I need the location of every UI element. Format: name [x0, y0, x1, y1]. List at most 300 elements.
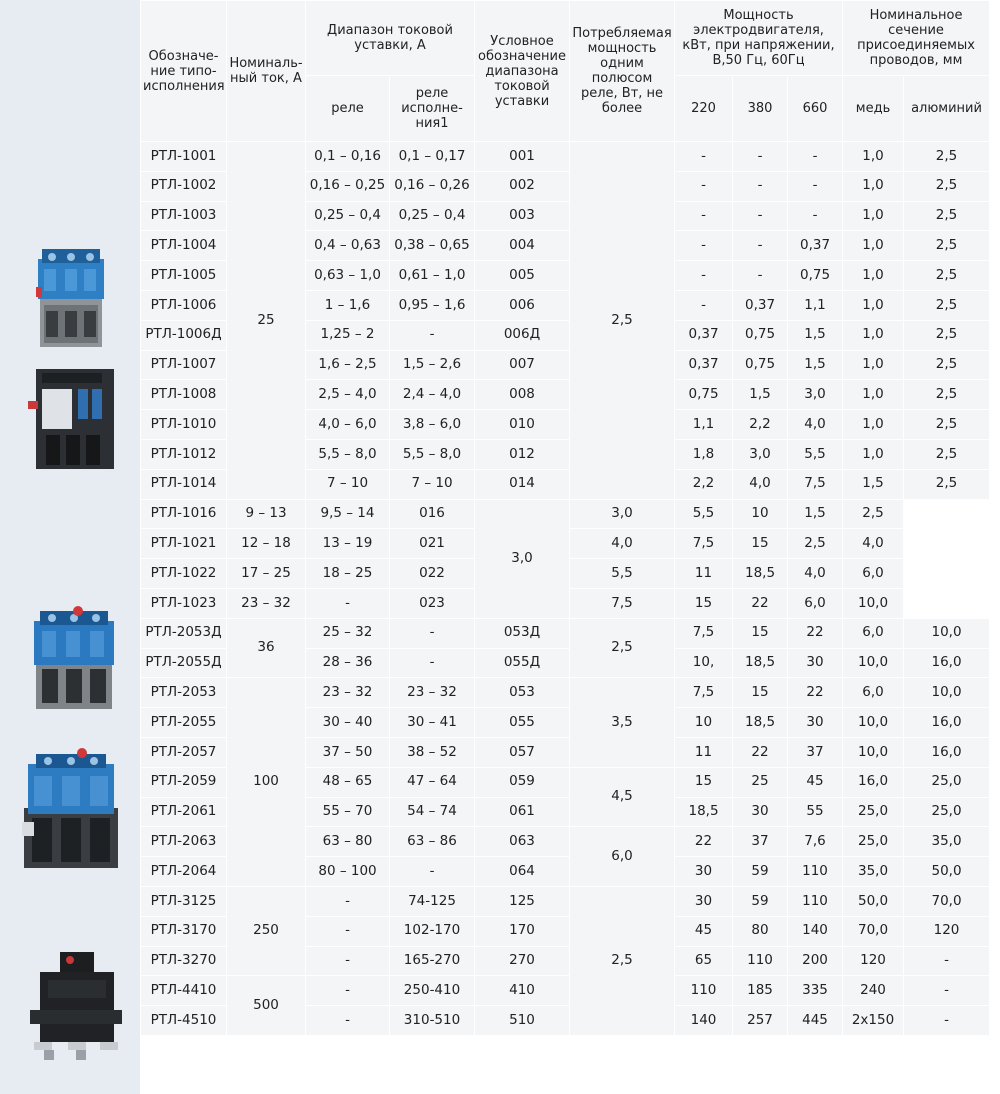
motor-power-cell: 110 — [788, 886, 843, 916]
current-range-cell: 1,5 – 2,6 — [390, 350, 475, 380]
cross-section-cell: 25,0 — [904, 797, 990, 827]
motor-power-cell: 0,37 — [675, 320, 733, 350]
cross-section-cell: 35,0 — [904, 827, 990, 857]
motor-power-cell: 200 — [788, 946, 843, 976]
type-cell: РТЛ-1006Д — [141, 320, 227, 350]
current-range-cell: 9,5 – 14 — [306, 499, 390, 529]
current-range-cell: 47 – 64 — [390, 767, 475, 797]
motor-power-cell: 59 — [733, 857, 788, 887]
relay-rtl1000-blue-photo — [32, 605, 116, 711]
cross-section-cell: 10,0 — [904, 618, 990, 648]
motor-power-cell: - — [733, 171, 788, 201]
motor-power-cell: 18,5 — [733, 708, 788, 738]
motor-power-cell: - — [675, 231, 733, 261]
current-range-cell: 37 – 50 — [306, 737, 390, 767]
cross-section-cell: - — [904, 946, 990, 976]
motor-power-cell: 1,1 — [788, 290, 843, 320]
header-range-relay: реле — [306, 76, 390, 142]
current-range-cell: 0,95 – 1,6 — [390, 290, 475, 320]
motor-power-cell: 5,5 — [570, 559, 675, 589]
cross-section-cell: 16,0 — [843, 767, 904, 797]
current-range-cell: - — [306, 916, 390, 946]
cross-section-cell: 2,5 — [904, 171, 990, 201]
header-cross-section: Номинальное сечение присоединяемых проводов, мм — [843, 1, 990, 76]
header-range-relay-ver1: реле исполне-ния1 — [390, 76, 475, 142]
type-cell: РТЛ-1022 — [141, 559, 227, 589]
current-range-cell: 0,4 – 0,63 — [306, 231, 390, 261]
cross-section-cell: 2,5 — [904, 410, 990, 440]
cross-section-cell: 2,5 — [904, 469, 990, 499]
range-code-cell: 010 — [475, 410, 570, 440]
type-cell: РТЛ-2057 — [141, 737, 227, 767]
current-range-cell: 5,5 – 8,0 — [390, 439, 475, 469]
current-range-cell: 30 – 40 — [306, 708, 390, 738]
type-cell: РТЛ-2063 — [141, 827, 227, 857]
motor-power-cell: 59 — [733, 886, 788, 916]
motor-power-cell: 1,8 — [675, 439, 733, 469]
motor-power-cell: 22 — [675, 827, 733, 857]
cross-section-cell: 240 — [843, 976, 904, 1006]
cross-section-cell: 6,0 — [843, 618, 904, 648]
motor-power-cell: 7,5 — [675, 678, 733, 708]
rated-current-cell: 36 — [227, 618, 306, 678]
current-range-cell: 30 – 41 — [390, 708, 475, 738]
motor-power-cell: 22 — [733, 588, 788, 618]
cross-section-cell: 1,0 — [843, 142, 904, 172]
motor-power-cell: 30 — [788, 648, 843, 678]
motor-power-cell: - — [788, 142, 843, 172]
current-range-cell: 63 – 80 — [306, 827, 390, 857]
range-code-cell: 170 — [475, 916, 570, 946]
current-range-cell: 13 – 19 — [306, 529, 390, 559]
motor-power-cell: 18,5 — [733, 559, 788, 589]
cross-section-cell: - — [904, 976, 990, 1006]
type-cell: РТЛ-1003 — [141, 201, 227, 231]
cross-section-cell: 2,5 — [904, 439, 990, 469]
type-cell: РТЛ-2055Д — [141, 648, 227, 678]
motor-power-cell: 11 — [675, 737, 733, 767]
current-range-cell: 4,0 – 6,0 — [306, 410, 390, 440]
motor-power-cell: 22 — [788, 618, 843, 648]
relay-rtl2000-photo — [22, 748, 120, 870]
motor-power-cell: 10 — [675, 708, 733, 738]
current-range-cell: 250-410 — [390, 976, 475, 1006]
motor-power-cell: 15 — [733, 678, 788, 708]
table-row — [141, 142, 990, 172]
cross-section-cell: 25,0 — [843, 797, 904, 827]
range-code-cell: 270 — [475, 946, 570, 976]
range-code-cell: 055 — [475, 708, 570, 738]
current-range-cell: 1,6 – 2,5 — [306, 350, 390, 380]
type-cell: РТЛ-1007 — [141, 350, 227, 380]
type-cell: РТЛ-2061 — [141, 797, 227, 827]
range-code-cell: 023 — [390, 588, 475, 618]
motor-power-cell: 185 — [733, 976, 788, 1006]
header-current-range: Диапазон токовой уставки, А — [306, 1, 475, 76]
motor-power-cell: 1,5 — [788, 320, 843, 350]
cross-section-cell: 4,0 — [788, 559, 843, 589]
motor-power-cell: 0,75 — [733, 320, 788, 350]
cross-section-cell: 1,0 — [843, 350, 904, 380]
relay-spec-table — [140, 0, 990, 1036]
range-code-cell: 007 — [475, 350, 570, 380]
cross-section-cell: 50,0 — [843, 886, 904, 916]
motor-power-cell: 22 — [733, 737, 788, 767]
current-range-cell: 0,16 – 0,25 — [306, 171, 390, 201]
header-voltage-220: 220 — [675, 76, 733, 142]
type-cell: РТЛ-1012 — [141, 439, 227, 469]
table-row — [141, 886, 990, 916]
motor-power-cell: 18,5 — [733, 648, 788, 678]
cross-section-cell: 10,0 — [904, 678, 990, 708]
current-range-cell: 0,1 – 0,16 — [306, 142, 390, 172]
motor-power-cell: 37 — [733, 827, 788, 857]
cross-section-cell: - — [904, 1006, 990, 1036]
current-range-cell: 2,4 – 4,0 — [390, 380, 475, 410]
motor-power-cell: - — [788, 201, 843, 231]
cross-section-cell: 6,0 — [843, 678, 904, 708]
product-photo-sidebar — [0, 0, 140, 1094]
motor-power-cell: 1,1 — [675, 410, 733, 440]
header-motor-power: Мощность электродвигателя, кВт, при напряжении, В,50 Гц, 60Гц — [675, 1, 843, 76]
range-code-cell: 004 — [475, 231, 570, 261]
motor-power-cell: 30 — [788, 708, 843, 738]
range-code-cell: 006Д — [475, 320, 570, 350]
motor-power-cell: 4,0 — [570, 529, 675, 559]
type-cell: РТЛ-3125 — [141, 886, 227, 916]
motor-power-cell: 7,5 — [788, 469, 843, 499]
cross-section-cell: 10,0 — [843, 588, 904, 618]
motor-power-cell: 30 — [733, 797, 788, 827]
current-range-cell: - — [390, 857, 475, 887]
cross-section-cell: 1,0 — [843, 380, 904, 410]
current-range-cell: 80 – 100 — [306, 857, 390, 887]
consumption-cell: 4,5 — [570, 767, 675, 827]
motor-power-cell: 15 — [675, 588, 733, 618]
current-range-cell: - — [306, 886, 390, 916]
motor-power-cell: 10 — [733, 499, 788, 529]
cross-section-cell: 35,0 — [843, 857, 904, 887]
current-range-cell: 28 – 36 — [306, 648, 390, 678]
motor-power-cell: 445 — [788, 1006, 843, 1036]
range-code-cell: 053 — [475, 678, 570, 708]
type-cell: РТЛ-1023 — [141, 588, 227, 618]
motor-power-cell: 110 — [675, 976, 733, 1006]
cross-section-cell: 1,0 — [843, 439, 904, 469]
type-cell: РТЛ-1016 — [141, 499, 227, 529]
motor-power-cell: 2,2 — [675, 469, 733, 499]
motor-power-cell: 4,0 — [733, 469, 788, 499]
current-range-cell: 0,16 – 0,26 — [390, 171, 475, 201]
range-code-cell: 410 — [475, 976, 570, 1006]
motor-power-cell: 80 — [733, 916, 788, 946]
motor-power-cell: 140 — [675, 1006, 733, 1036]
motor-power-cell: 0,75 — [675, 380, 733, 410]
range-code-cell: 022 — [390, 559, 475, 589]
current-range-cell: - — [306, 976, 390, 1006]
cross-section-cell: 120 — [904, 916, 990, 946]
range-code-cell: 021 — [390, 529, 475, 559]
motor-power-cell: 30 — [675, 886, 733, 916]
motor-power-cell: 110 — [733, 946, 788, 976]
current-range-cell: 0,25 – 0,4 — [390, 201, 475, 231]
cross-section-cell: 16,0 — [904, 708, 990, 738]
cross-section-cell: 70,0 — [843, 916, 904, 946]
cross-section-cell: 70,0 — [904, 886, 990, 916]
cross-section-cell: 16,0 — [904, 737, 990, 767]
rated-current-cell: 100 — [227, 678, 306, 887]
motor-power-cell: 11 — [675, 559, 733, 589]
header-voltage-380: 380 — [733, 76, 788, 142]
motor-power-cell: 3,0 — [733, 439, 788, 469]
cross-section-cell: 2,5 — [904, 231, 990, 261]
range-code-cell: 008 — [475, 380, 570, 410]
motor-power-cell: 3,0 — [788, 380, 843, 410]
current-range-cell: - — [390, 320, 475, 350]
current-range-cell: - — [306, 946, 390, 976]
motor-power-cell: 110 — [788, 857, 843, 887]
cross-section-cell: 2,5 — [904, 350, 990, 380]
range-code-cell: 001 — [475, 142, 570, 172]
motor-power-cell: 7,5 — [675, 529, 733, 559]
cross-section-cell: 25,0 — [843, 827, 904, 857]
current-range-cell: 74-125 — [390, 886, 475, 916]
motor-power-cell: 65 — [675, 946, 733, 976]
range-code-cell: 012 — [475, 439, 570, 469]
motor-power-cell: 0,37 — [733, 290, 788, 320]
cross-section-cell: 1,0 — [843, 171, 904, 201]
motor-power-cell: 0,37 — [675, 350, 733, 380]
cross-section-cell: 2,5 — [904, 290, 990, 320]
table-row — [141, 499, 990, 529]
rated-current-cell: 25 — [227, 142, 306, 500]
type-cell: РТЛ-1010 — [141, 410, 227, 440]
cross-section-cell: 4,0 — [843, 529, 904, 559]
range-code-cell: 055Д — [475, 648, 570, 678]
range-code-cell: 061 — [475, 797, 570, 827]
motor-power-cell: 22 — [788, 678, 843, 708]
range-code-cell: 057 — [475, 737, 570, 767]
type-cell: РТЛ-1005 — [141, 261, 227, 291]
range-code-cell: 003 — [475, 201, 570, 231]
cross-section-cell: 2,5 — [904, 142, 990, 172]
cross-section-cell: 2,5 — [843, 499, 904, 529]
header-consumption: Потребляемая мощность одним полюсом реле, Вт, не более — [570, 1, 675, 142]
cross-section-cell: 2,5 — [788, 529, 843, 559]
current-range-cell: 7 – 10 — [306, 469, 390, 499]
current-range-cell: 0,63 – 1,0 — [306, 261, 390, 291]
current-range-cell: 5,5 – 8,0 — [306, 439, 390, 469]
cross-section-cell: 1,0 — [843, 201, 904, 231]
current-range-cell: 1 – 1,6 — [306, 290, 390, 320]
motor-power-cell: 335 — [788, 976, 843, 1006]
cross-section-cell: 50,0 — [904, 857, 990, 887]
current-range-cell: 0,25 – 0,4 — [306, 201, 390, 231]
range-code-cell: 006 — [475, 290, 570, 320]
motor-power-cell: 15 — [733, 618, 788, 648]
current-range-cell: 102-170 — [390, 916, 475, 946]
motor-power-cell: 2,2 — [733, 410, 788, 440]
type-cell: РТЛ-4510 — [141, 1006, 227, 1036]
cross-section-cell: 6,0 — [788, 588, 843, 618]
motor-power-cell: - — [675, 142, 733, 172]
motor-power-cell: 15 — [675, 767, 733, 797]
current-range-cell: 38 – 52 — [390, 737, 475, 767]
motor-power-cell: - — [675, 290, 733, 320]
motor-power-cell: 0,75 — [788, 261, 843, 291]
header-copper: медь — [843, 76, 904, 142]
type-cell: РТЛ-2053 — [141, 678, 227, 708]
current-range-cell: 23 – 32 — [227, 588, 306, 618]
cross-section-cell: 1,5 — [843, 469, 904, 499]
type-cell: РТЛ-1004 — [141, 231, 227, 261]
consumption-cell: 3,5 — [570, 678, 675, 767]
cross-section-cell: 1,0 — [843, 261, 904, 291]
current-range-cell: 0,38 – 0,65 — [390, 231, 475, 261]
motor-power-cell: 5,5 — [675, 499, 733, 529]
rated-current-cell: 250 — [227, 886, 306, 975]
current-range-cell: 23 – 32 — [306, 678, 390, 708]
cross-section-cell: 1,0 — [843, 290, 904, 320]
motor-power-cell: 1,5 — [733, 380, 788, 410]
header-aluminium: алюминий — [904, 76, 990, 142]
current-range-cell: - — [306, 1006, 390, 1036]
motor-power-cell: - — [733, 201, 788, 231]
type-cell: РТЛ-3270 — [141, 946, 227, 976]
motor-power-cell: - — [733, 231, 788, 261]
table-body — [141, 142, 990, 1036]
consumption-cell: 3,0 — [475, 499, 570, 618]
consumption-cell: 6,0 — [570, 827, 675, 887]
motor-power-cell: 7,5 — [675, 618, 733, 648]
motor-power-cell: 45 — [675, 916, 733, 946]
cross-section-cell: 2x150 — [843, 1006, 904, 1036]
current-range-cell: 0,61 – 1,0 — [390, 261, 475, 291]
range-code-cell: 002 — [475, 171, 570, 201]
relay-rtl3000-photo — [30, 950, 122, 1062]
motor-power-cell: - — [733, 261, 788, 291]
consumption-cell: 2,5 — [570, 142, 675, 500]
current-range-cell: 7 – 10 — [390, 469, 475, 499]
motor-power-cell: 7,6 — [788, 827, 843, 857]
relay-rtl1000-photo — [36, 245, 106, 349]
current-range-cell: 54 – 74 — [390, 797, 475, 827]
current-range-cell: 9 – 13 — [227, 499, 306, 529]
cross-section-cell: 10,0 — [843, 708, 904, 738]
current-range-cell: - — [390, 648, 475, 678]
range-code-cell: 053Д — [475, 618, 570, 648]
motor-power-cell: 25 — [733, 767, 788, 797]
current-range-cell: 17 – 25 — [227, 559, 306, 589]
rated-current-cell: 500 — [227, 976, 306, 1036]
cross-section-cell: 6,0 — [843, 559, 904, 589]
cross-section-cell: 10,0 — [843, 737, 904, 767]
current-range-cell: 12 – 18 — [227, 529, 306, 559]
cross-section-cell: 1,0 — [843, 320, 904, 350]
range-code-cell: 064 — [475, 857, 570, 887]
current-range-cell: - — [306, 588, 390, 618]
motor-power-cell: 18,5 — [675, 797, 733, 827]
motor-power-cell: 45 — [788, 767, 843, 797]
type-cell: РТЛ-2053Д — [141, 618, 227, 648]
header-voltage-660: 660 — [788, 76, 843, 142]
motor-power-cell: - — [675, 201, 733, 231]
relay-rtl1000-dark-photo — [28, 365, 118, 473]
header-designation: Обозначе-ние типо-исполнения — [141, 1, 227, 142]
motor-power-cell: 140 — [788, 916, 843, 946]
type-cell: РТЛ-1014 — [141, 469, 227, 499]
motor-power-cell: 30 — [675, 857, 733, 887]
type-cell: РТЛ-1008 — [141, 380, 227, 410]
cross-section-cell: 2,5 — [904, 261, 990, 291]
current-range-cell: 1,25 – 2 — [306, 320, 390, 350]
current-range-cell: 63 – 86 — [390, 827, 475, 857]
table-row — [141, 976, 990, 1006]
range-code-cell: 059 — [475, 767, 570, 797]
motor-power-cell: 3,0 — [570, 499, 675, 529]
motor-power-cell: 1,5 — [788, 350, 843, 380]
cross-section-cell: 16,0 — [904, 648, 990, 678]
cross-section-cell: 2,5 — [904, 320, 990, 350]
motor-power-cell: 0,37 — [788, 231, 843, 261]
cross-section-cell: 2,5 — [904, 380, 990, 410]
table-row — [141, 678, 990, 708]
type-cell: РТЛ-2055 — [141, 708, 227, 738]
consumption-cell: 2,5 — [570, 886, 675, 1035]
type-cell: РТЛ-1021 — [141, 529, 227, 559]
cross-section-cell: 1,0 — [843, 231, 904, 261]
motor-power-cell: 4,0 — [788, 410, 843, 440]
range-code-cell: 016 — [390, 499, 475, 529]
cross-section-cell: 25,0 — [904, 767, 990, 797]
cross-section-cell: 2,5 — [904, 201, 990, 231]
consumption-cell: 2,5 — [570, 618, 675, 678]
cross-section-cell: 10,0 — [843, 648, 904, 678]
current-range-cell: 3,8 – 6,0 — [390, 410, 475, 440]
current-range-cell: 2,5 – 4,0 — [306, 380, 390, 410]
motor-power-cell: - — [733, 142, 788, 172]
range-code-cell: 510 — [475, 1006, 570, 1036]
motor-power-cell: - — [788, 171, 843, 201]
current-range-cell: 25 – 32 — [306, 618, 390, 648]
current-range-cell: 0,1 – 0,17 — [390, 142, 475, 172]
type-cell: РТЛ-1006 — [141, 290, 227, 320]
current-range-cell: 18 – 25 — [306, 559, 390, 589]
motor-power-cell: 7,5 — [570, 588, 675, 618]
motor-power-cell: 257 — [733, 1006, 788, 1036]
header-range-code: Условное обозначение диапазона токовой уставки — [475, 1, 570, 142]
range-code-cell: 005 — [475, 261, 570, 291]
current-range-cell: 23 – 32 — [390, 678, 475, 708]
motor-power-cell: - — [675, 171, 733, 201]
type-cell: РТЛ-4410 — [141, 976, 227, 1006]
current-range-cell: 55 – 70 — [306, 797, 390, 827]
motor-power-cell: 55 — [788, 797, 843, 827]
header-rated-current: Номиналь-ный ток, А — [227, 1, 306, 142]
motor-power-cell: - — [675, 261, 733, 291]
range-code-cell: 125 — [475, 886, 570, 916]
motor-power-cell: 0,75 — [733, 350, 788, 380]
type-cell: РТЛ-1001 — [141, 142, 227, 172]
motor-power-cell: 37 — [788, 737, 843, 767]
motor-power-cell: 5,5 — [788, 439, 843, 469]
type-cell: РТЛ-1002 — [141, 171, 227, 201]
range-code-cell: 014 — [475, 469, 570, 499]
current-range-cell: 48 – 65 — [306, 767, 390, 797]
cross-section-cell: 1,5 — [788, 499, 843, 529]
table-row — [141, 618, 990, 648]
range-code-cell: 063 — [475, 827, 570, 857]
